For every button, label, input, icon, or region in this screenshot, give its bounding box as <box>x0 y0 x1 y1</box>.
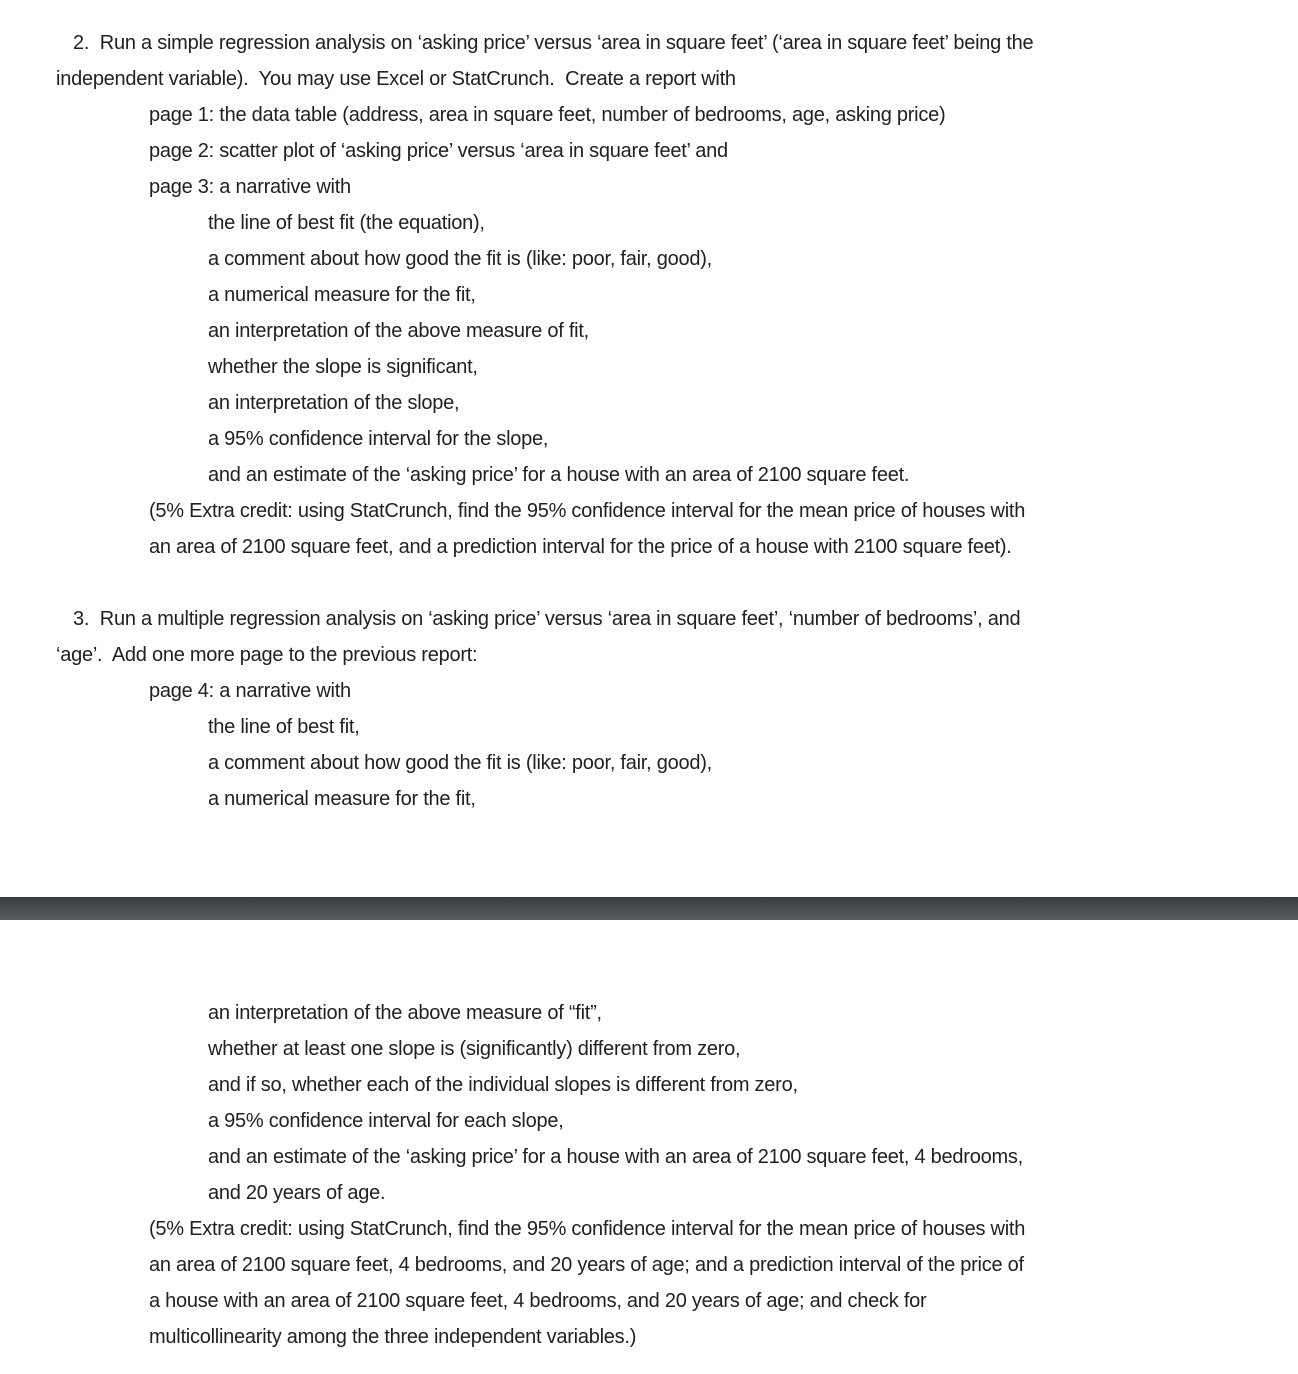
doc-line: a 95% confidence interval for the slope, <box>208 428 549 450</box>
doc-line: a comment about how good the fit is (like: poor, fair, good), <box>208 752 712 774</box>
doc-line: page 2: scatter plot of ‘asking price’ versus ‘area in square feet’ and <box>149 140 728 162</box>
doc-line: an interpretation of the above measure of fit, <box>208 320 589 342</box>
doc-line: 2. Run a simple regression analysis on ‘asking price’ versus ‘area in square feet’ (‘area in square feet’ being the <box>73 32 1034 54</box>
doc-line: an interpretation of the above measure of “fit”, <box>208 1002 602 1024</box>
doc-line: and an estimate of the ‘asking price’ for a house with an area of 2100 square feet, 4 bedrooms, <box>208 1146 1023 1168</box>
doc-line: page 3: a narrative with <box>149 176 351 198</box>
doc-line: independent variable). You may use Excel or StatCrunch. Create a report with <box>56 68 736 90</box>
doc-line: and if so, whether each of the individual slopes is different from zero, <box>208 1074 798 1096</box>
page-break-bar <box>0 897 1298 920</box>
doc-line: (5% Extra credit: using StatCrunch, find the 95% confidence interval for the mean price of houses with <box>149 1218 1026 1240</box>
doc-line: multicollinearity among the three independent variables.) <box>149 1326 637 1348</box>
doc-line: page 4: a narrative with <box>149 680 351 702</box>
doc-line: ‘age’. Add one more page to the previous report: <box>56 644 478 666</box>
document-page-2 <box>0 920 1298 1374</box>
doc-line: the line of best fit, <box>208 716 360 738</box>
doc-line: a house with an area of 2100 square feet, 4 bedrooms, and 20 years of age; and check for <box>149 1290 927 1312</box>
doc-line: a numerical measure for the fit, <box>208 788 476 810</box>
doc-line: an area of 2100 square feet, and a prediction interval for the price of a house with 2100 square feet). <box>149 536 1012 558</box>
doc-line: 3. Run a multiple regression analysis on ‘asking price’ versus ‘area in square feet’, ‘number of bedrooms’, and <box>73 608 1021 630</box>
doc-line: the line of best fit (the equation), <box>208 212 485 234</box>
doc-line: and an estimate of the ‘asking price’ for a house with an area of 2100 square feet. <box>208 464 910 486</box>
doc-line: an interpretation of the slope, <box>208 392 460 414</box>
doc-line: and 20 years of age. <box>208 1182 386 1204</box>
doc-line: a 95% confidence interval for each slope, <box>208 1110 564 1132</box>
doc-line: an area of 2100 square feet, 4 bedrooms, and 20 years of age; and a prediction interval of the price of <box>149 1254 1024 1276</box>
doc-line: whether at least one slope is (significantly) different from zero, <box>208 1038 741 1060</box>
doc-line: a numerical measure for the fit, <box>208 284 476 306</box>
doc-line: page 1: the data table (address, area in square feet, number of bedrooms, age, asking price) <box>149 104 946 126</box>
doc-line: whether the slope is significant, <box>208 356 478 378</box>
doc-line: (5% Extra credit: using StatCrunch, find the 95% confidence interval for the mean price of houses with <box>149 500 1026 522</box>
doc-line: a comment about how good the fit is (like: poor, fair, good), <box>208 248 712 270</box>
